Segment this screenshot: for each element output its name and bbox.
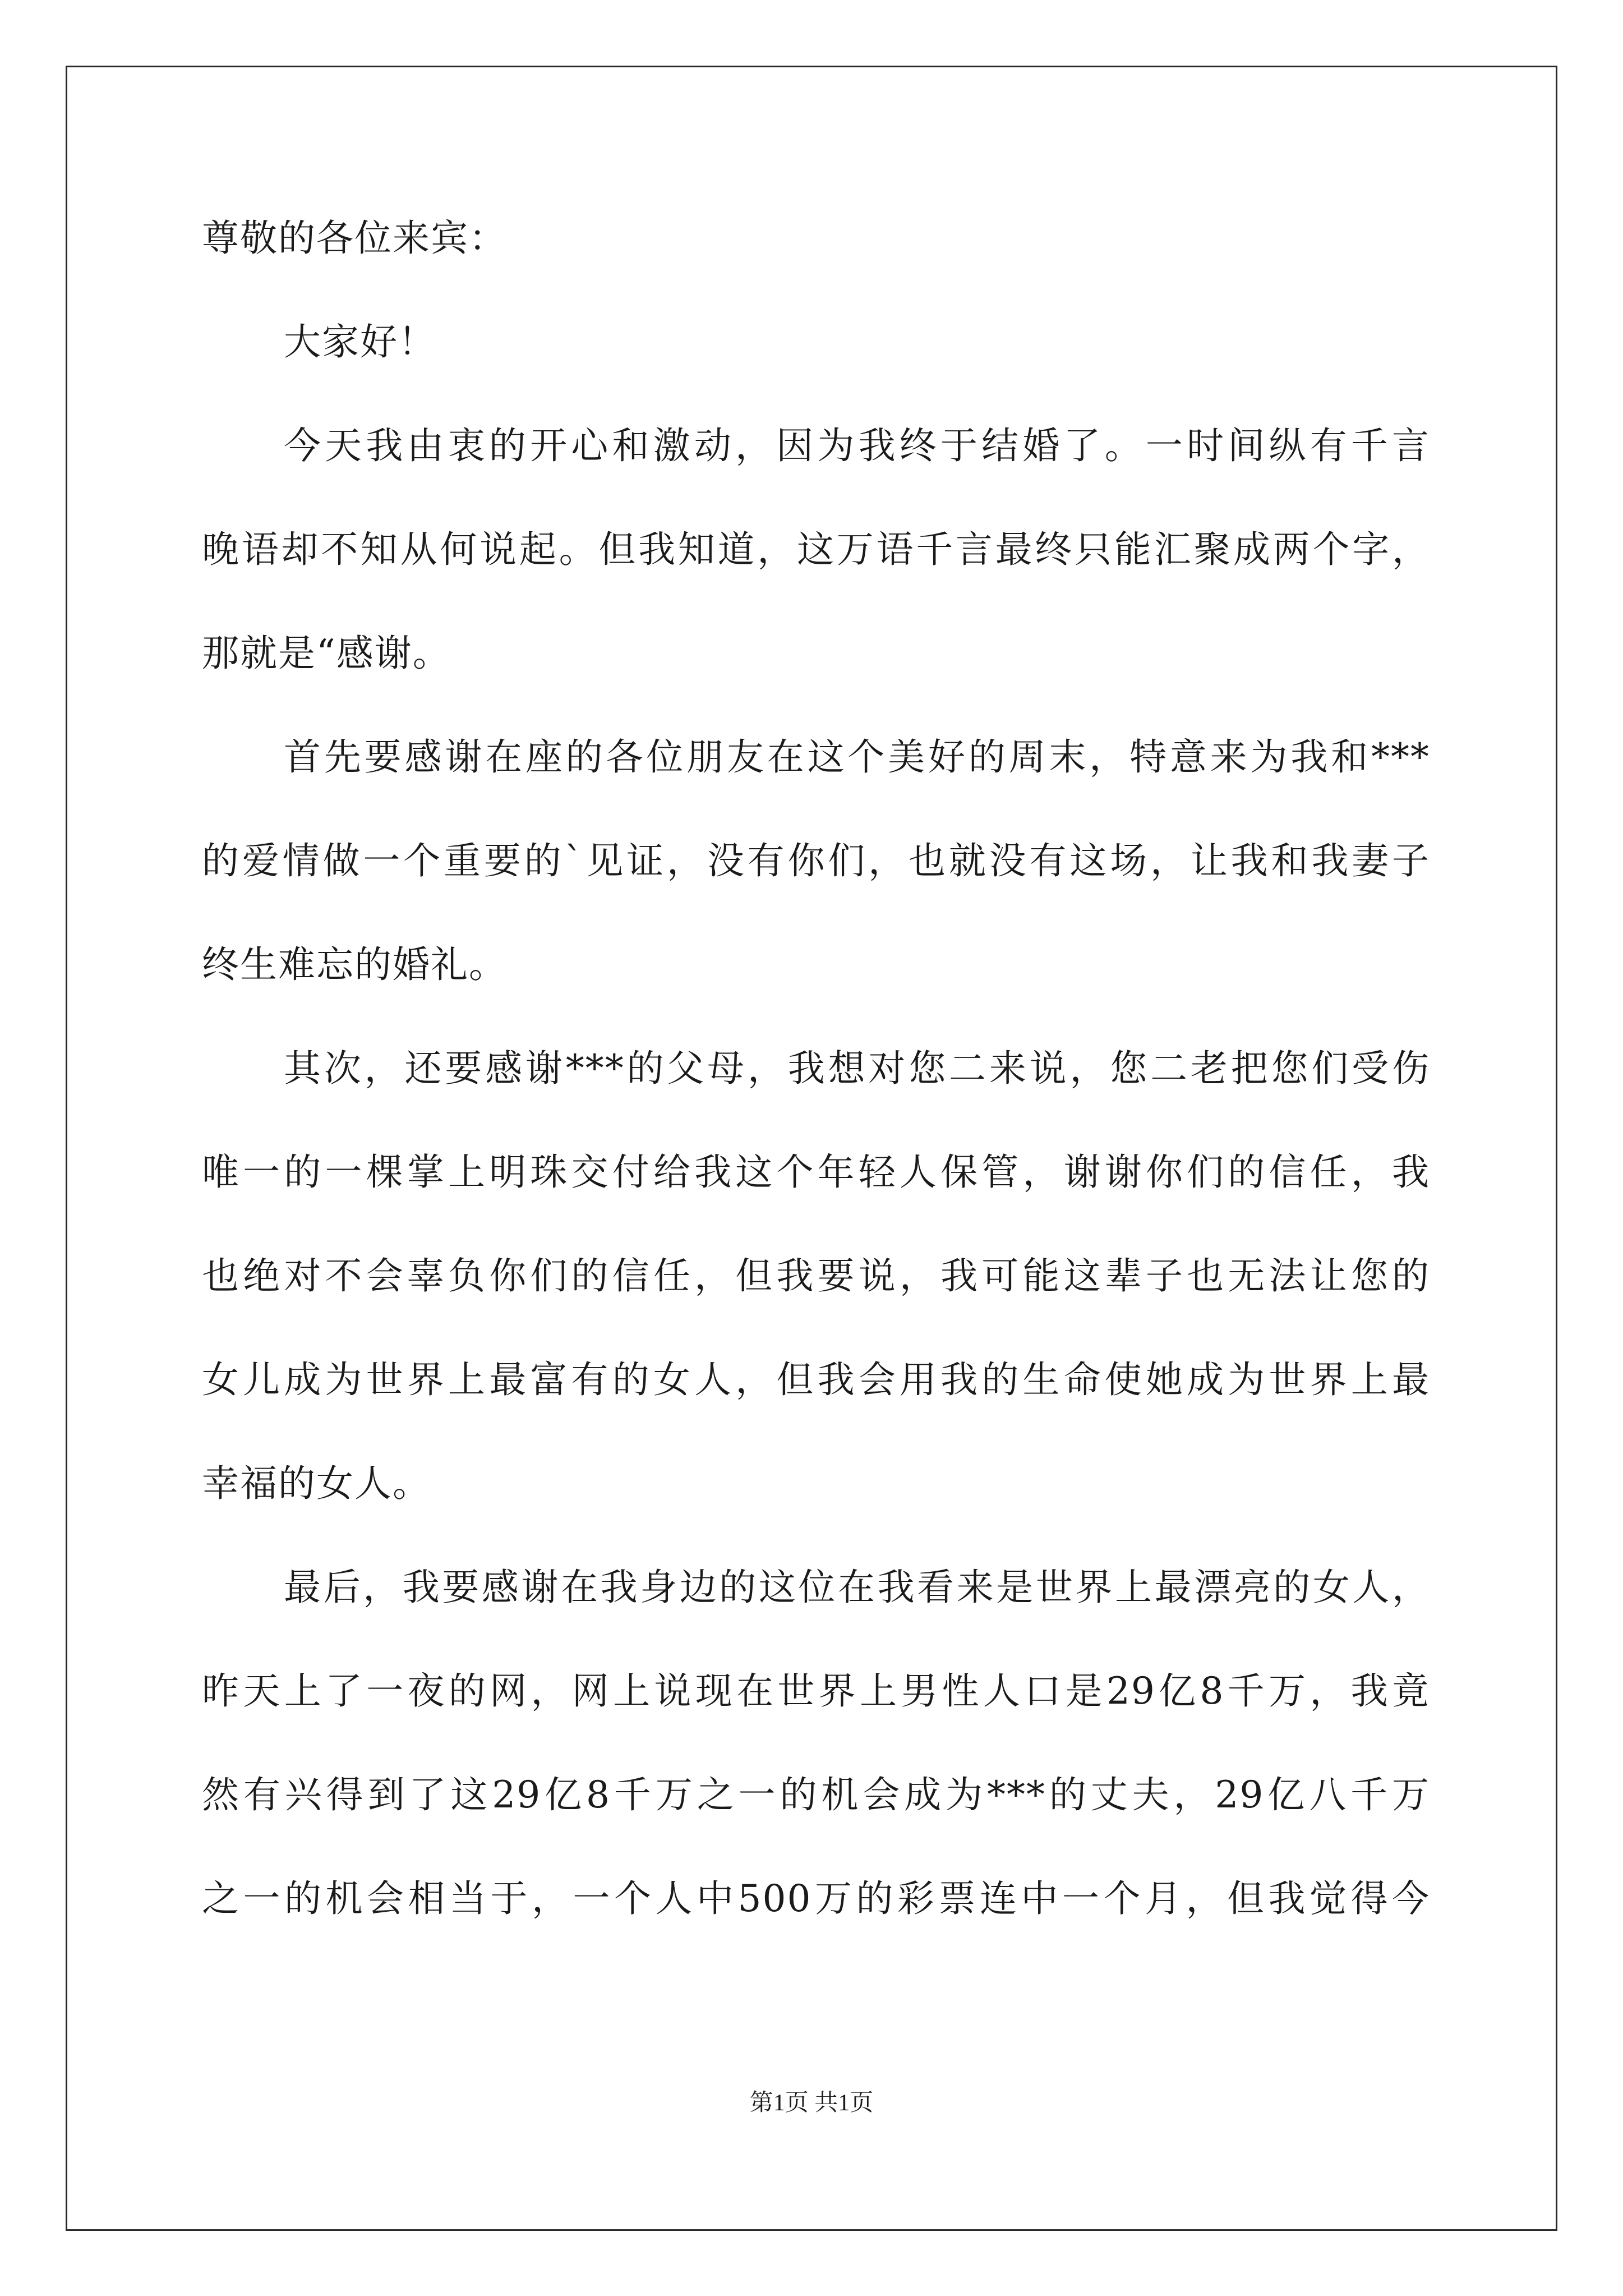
paragraph-1-line-3: 那就是“感谢。 — [202, 632, 451, 675]
salutation-line: 尊敬的各位来宾： — [202, 217, 507, 260]
paragraph-2-line-3: 终生难忘的婚礼。 — [202, 943, 507, 986]
paragraph-2-line-2: 的爱情做一个重要的`见证，没有你们，也就没有这场，让我和我妻子 — [202, 839, 1430, 882]
greeting-line: 大家好！ — [284, 320, 436, 364]
paragraph-3-line-4: 女儿成为世界上最富有的女人，但我会用我的生命使她成为世界上最 — [202, 1358, 1430, 1401]
paragraph-3-line-1: 其次，还要感谢***的父母，我想对您二来说，您二老把您们受伤 — [284, 1047, 1430, 1090]
page-number-footer: 第1页 共1页 — [749, 2090, 874, 2116]
paragraph-3-line-5: 幸福的女人。 — [202, 1462, 431, 1505]
paragraph-3-line-3: 也绝对不会辜负你们的信任，但我要说，我可能这辈子也无法让您的 — [202, 1254, 1430, 1297]
paragraph-2-line-1: 首先要感谢在座的各位朋友在这个美好的周末，特意来为我和*** — [284, 735, 1430, 779]
paragraph-4-line-1: 最后，我要感谢在我身边的这位在我看来是世界上最漂亮的女人， — [284, 1566, 1430, 1609]
paragraph-4-line-4: 之一的机会相当于，一个人中500万的彩票连中一个月，但我觉得今 — [202, 1877, 1430, 1920]
paragraph-1-line-1: 今天我由衷的开心和激动，因为我终于结婚了。一时间纵有千言 — [284, 424, 1430, 467]
paragraph-4-line-3: 然有兴得到了这29亿8千万之一的机会成为***的丈夫，29亿八千万 — [202, 1773, 1430, 1816]
paragraph-4-line-2: 昨天上了一夜的网，网上说现在世界上男性人口是29亿8千万，我竟 — [202, 1669, 1430, 1713]
paragraph-3-line-2: 唯一的一棵掌上明珠交付给我这个年轻人保管，谢谢你们的信任，我 — [202, 1151, 1430, 1194]
paragraph-1-line-2: 晚语却不知从何说起。但我知道，这万语千言最终只能汇聚成两个字， — [202, 528, 1430, 571]
